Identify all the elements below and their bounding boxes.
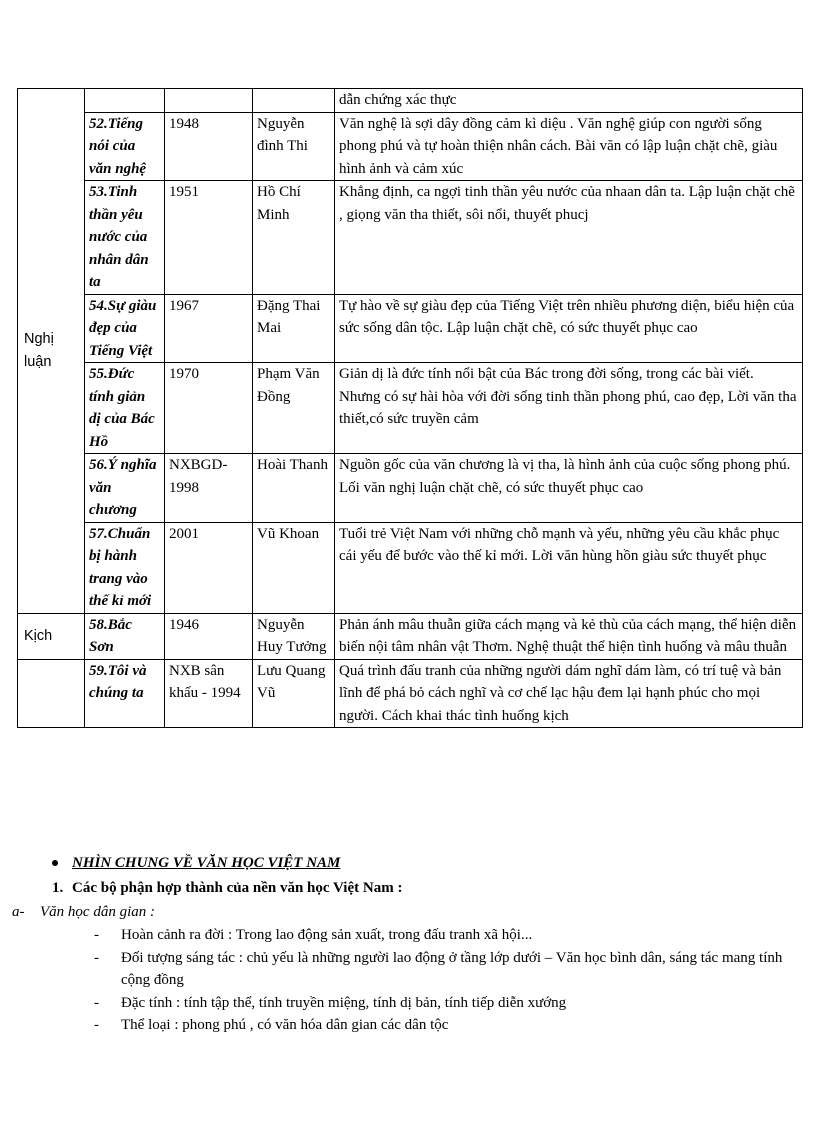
dash-marker: - [94,949,99,966]
genre-cell: Nghị luận [18,89,85,614]
title-cell: 55.Đức tính giản dị của Bác Hồ [85,363,165,454]
subsection-number: a- [12,903,25,920]
author-cell: Nguyễn đình Thi [253,112,335,181]
genre-cell: Kịch [18,613,85,659]
overview-section [12,850,812,1037]
list-item [94,947,812,992]
section-title: Các bộ phận hợp thành của nền văn học Việt Nam : [72,879,403,896]
subsection-title: Văn học dân gian : [40,903,155,920]
genre-cell [18,659,85,728]
list-item [94,992,812,1015]
title-cell: 52.Tiếng nói của văn nghệ [85,112,165,181]
year-cell: NXBGD-1998 [165,454,253,523]
author-cell: Lưu Quang Vũ [253,659,335,728]
author-cell: Nguyễn Huy Tưởng [253,613,335,659]
title-cell: 59.Tôi và chúng ta [85,659,165,728]
author-cell [253,89,335,113]
title-cell: 53.Tinh thần yêu nước của nhân dân ta [85,181,165,295]
literature-table [17,88,803,728]
year-cell: 1967 [165,294,253,363]
list-item-text: Đối tượng sáng tác : chủ yếu là những người lao động ở tầng lớp dưới – Văn học bình dân, sáng tác mang tính cộng đồng [121,949,783,988]
table-row [18,363,803,454]
table-row [18,659,803,728]
content-cell: Tuổi trẻ Việt Nam với những chỗ mạnh và yếu, những yêu cầu khắc phục cái yếu để bước vào thế kỉ mới. Lời văn hùng hồn giàu sức thuyết phục [335,522,803,613]
title-cell: 58.Bắc Sơn [85,613,165,659]
list-item-text: Hoàn cảnh ra đời : Trong lao động sản xuất, trong đấu tranh xã hội... [121,927,533,943]
table-row [18,454,803,523]
table-row [18,181,803,295]
list-item [94,924,812,947]
folk-literature-list [52,924,812,1037]
dash-marker: - [94,927,99,943]
title-cell: 56.Ý nghĩa văn chương [85,454,165,523]
content-cell: Nguồn gốc của văn chương là vị tha, là hình ảnh của cuộc sống phong phú. Lối văn nghị luận chặt chẽ, có sức thuyết phục cao [335,454,803,523]
table-row [18,613,803,659]
content-cell: Văn nghệ là sợi dây đồng cảm kì diệu . Văn nghệ giúp con người sống phong phú và tự hoàn thiện nhân cách. Bài văn có lập luận chặt chẽ, giàu hình ảnh và cảm xúc [335,112,803,181]
year-cell: 1970 [165,363,253,454]
year-cell [165,89,253,113]
table-row [18,294,803,363]
content-cell: Khẳng định, ca ngợi tinh thần yêu nước của nhaan dân ta. Lập luận chặt chẽ , giọng văn tha thiết, sôi nổi, thuyết phucj [335,181,803,295]
author-cell: Phạm Văn Đồng [253,363,335,454]
overview-heading-text: NHÌN CHUNG VỀ VĂN HỌC VIỆT NAM [72,854,341,871]
list-item-text: Thể loại : phong phú , có văn hóa dân gian các dân tộc [121,1017,449,1033]
author-cell: Hồ Chí Minh [253,181,335,295]
title-cell: 54.Sự giàu đẹp của Tiếng Việt [85,294,165,363]
table-row [18,112,803,181]
bullet-icon [52,860,58,866]
table-row [18,89,803,113]
dash-marker: - [94,1017,99,1033]
dash-marker: - [94,994,99,1011]
list-item [94,1014,812,1037]
content-cell: Giản dị là đức tính nổi bật của Bác trong đời sống, trong các bài viết. Nhưng có sự hài hòa với đời sống tinh thần phong phú, cao đẹp, Lời văn tha thiết,có sức truyền cảm [335,363,803,454]
author-cell: Vũ Khoan [253,522,335,613]
content-cell: Phản ánh mâu thuẫn giữa cách mạng và kẻ thù của cách mạng, thể hiện diễn biến nội tâm nhân vật Thơm. Nghệ thuật thể hiện tình huống và mâu thuẫn [335,613,803,659]
table-row [18,522,803,613]
content-cell: Tự hào về sự giàu đẹp của Tiếng Việt trên nhiều phương diện, biểu hiện của sức sống dân tộc. Lập luận chặt chẽ, có sức thuyết phục cao [335,294,803,363]
year-cell: NXB sân khấu - 1994 [165,659,253,728]
year-cell: 2001 [165,522,253,613]
section-heading [52,876,812,900]
section-number: 1. [52,879,64,896]
content-cell: dẫn chứng xác thực [335,89,803,113]
content-cell: Quá trình đấu tranh của những người dám nghĩ dám làm, có trí tuệ và bản lĩnh để phá bỏ cách nghĩ và cơ chế lạc hậu đem lại hạnh phúc cho mọi người. Cách khai thác tình huống kịch [335,659,803,728]
year-cell: 1951 [165,181,253,295]
overview-heading [52,850,812,876]
author-cell: Hoài Thanh [253,454,335,523]
author-cell: Đặng Thai Mai [253,294,335,363]
year-cell: 1946 [165,613,253,659]
title-cell: 57.Chuẩn bị hành trang vào thế kỉ mới [85,522,165,613]
year-cell: 1948 [165,112,253,181]
title-cell [85,89,165,113]
subsection-heading [12,900,772,924]
list-item-text: Đặc tính : tính tập thể, tính truyền miệng, tính dị bản, tính tiếp diễn xướng [121,994,567,1011]
